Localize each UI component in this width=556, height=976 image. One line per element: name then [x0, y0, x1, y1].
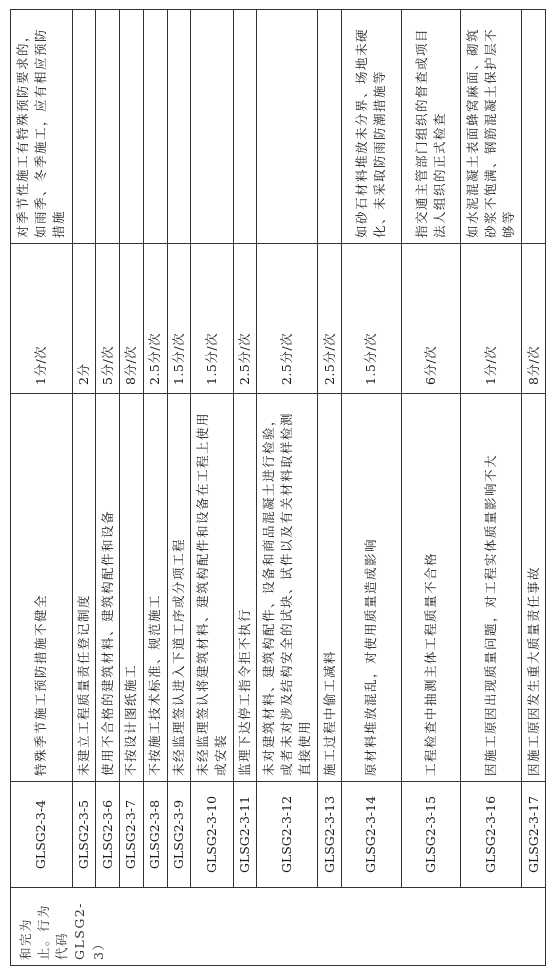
note-cell [167, 10, 191, 244]
behavior-code-cell: GLSG2-3-8 [143, 782, 167, 888]
behavior-description-cell: 因施工原因出现质量问题，对工程实体质量影响不大 [461, 394, 522, 782]
behavior-description-cell: 不按施工技术标准、规范施工 [143, 394, 167, 782]
behavior-description-cell: 施工过程中偷工减料 [318, 394, 342, 782]
behavior-description-cell: 监理下达停工指令拒不执行 [233, 394, 257, 782]
score-cell: 1.5分/次 [167, 244, 191, 394]
behavior-code-cell: GLSG2-3-11 [233, 782, 257, 888]
behavior-code-cell: GLSG2-3-5 [72, 782, 96, 888]
score-cell: 8分/次 [120, 244, 144, 394]
note-cell: 对季节性施工有特殊预防要求的，如雨季、冬季施工，应有相应预防措施 [11, 10, 73, 244]
table-row [120, 10, 144, 966]
score-cell: 5分/次 [96, 244, 120, 394]
category-cell: 和完为止。行为代码GLSG2-3） [11, 888, 546, 966]
table-body [11, 10, 546, 966]
note-cell: 如砂石材料堆放未分界、场地未硬化、未采取防雨防潮措施等 [342, 10, 402, 244]
behavior-code-cell: GLSG2-3-12 [257, 782, 318, 888]
score-cell: 1分/次 [461, 244, 522, 394]
behavior-description-cell: 工程检查中抽测主体工程质量不合格 [401, 394, 461, 782]
table-row [11, 10, 73, 966]
table-row [191, 10, 233, 966]
behavior-description-cell: 未经监理签认进入下道工序或分项工程 [167, 394, 191, 782]
note-cell [257, 10, 318, 244]
behavior-code-cell: GLSG2-3-16 [461, 782, 522, 888]
table-row [461, 10, 522, 966]
behavior-code-cell: GLSG2-3-10 [191, 782, 233, 888]
table-row [167, 10, 191, 966]
behavior-code-cell: GLSG2-3-14 [342, 782, 402, 888]
score-cell: 8分/次 [522, 244, 546, 394]
note-cell [72, 10, 96, 244]
note-cell [143, 10, 167, 244]
note-cell: 指交通主管部门组织的督查或项目法人组织的正式检查 [401, 10, 461, 244]
behavior-code-cell: GLSG2-3-4 [11, 782, 73, 888]
score-cell: 2.5分/次 [233, 244, 257, 394]
behavior-description-cell: 未对建筑材料、建筑构配件、设备和商品混凝土进行检验，或者未对涉及结构安全的试块、试件以及有关材料取样检测直接使用 [257, 394, 318, 782]
behavior-code-cell: GLSG2-3-17 [522, 782, 546, 888]
behavior-description-cell: 特殊季节施工预防措施不健全 [11, 394, 73, 782]
table-row [143, 10, 167, 966]
behavior-code-cell: GLSG2-3-15 [401, 782, 461, 888]
violation-scoring-table [10, 9, 546, 966]
note-cell [233, 10, 257, 244]
table-row [522, 10, 546, 966]
note-cell [120, 10, 144, 244]
behavior-description-cell: 未经监理签认将建筑材料、建筑构配件和设备在工程上使用或安装 [191, 394, 233, 782]
behavior-description-cell: 不按设计图纸施工 [120, 394, 144, 782]
table-row [318, 10, 342, 966]
score-cell: 2.5分/次 [318, 244, 342, 394]
note-cell [191, 10, 233, 244]
behavior-description-cell: 因施工原因发生重大质量责任事故 [522, 394, 546, 782]
behavior-code-cell: GLSG2-3-6 [96, 782, 120, 888]
note-cell [318, 10, 342, 244]
table-row [233, 10, 257, 966]
score-cell: 1.5分/次 [342, 244, 402, 394]
behavior-description-cell: 使用不合格的建筑材料、建筑构配件和设备 [96, 394, 120, 782]
score-cell: 1分/次 [11, 244, 73, 394]
behavior-code-cell: GLSG2-3-13 [318, 782, 342, 888]
score-cell: 2.5分/次 [257, 244, 318, 394]
score-cell: 6分/次 [401, 244, 461, 394]
table-row [257, 10, 318, 966]
table-row [401, 10, 461, 966]
score-cell: 1.5分/次 [191, 244, 233, 394]
behavior-description-cell: 未建立工程质量责任登记制度 [72, 394, 96, 782]
note-cell: 如水泥混凝土表面蜂窝麻面、砌筑砂浆不饱满、钢筋混凝土保护层不够等 [461, 10, 522, 244]
score-cell: 2.5分/次 [143, 244, 167, 394]
table-row [342, 10, 402, 966]
score-cell: 2分 [72, 244, 96, 394]
note-cell [522, 10, 546, 244]
table-row [72, 10, 96, 966]
behavior-description-cell: 原材料堆放混乱，对使用质量造成影响 [342, 394, 402, 782]
table-row [96, 10, 120, 966]
behavior-code-cell: GLSG2-3-9 [167, 782, 191, 888]
behavior-code-cell: GLSG2-3-7 [120, 782, 144, 888]
note-cell [96, 10, 120, 244]
